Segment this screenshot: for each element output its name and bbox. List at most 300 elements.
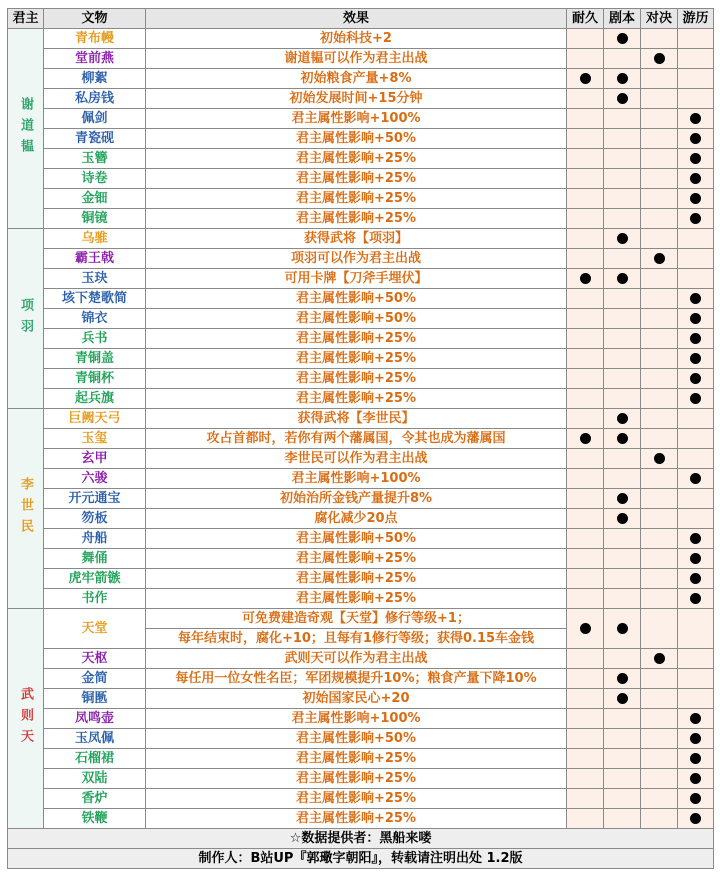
relic-effect: 君主属性影响+25% (146, 569, 567, 589)
mode-scenario-cell (604, 109, 641, 129)
mode-duel-cell (641, 489, 678, 509)
relic-row (8, 249, 714, 269)
relic-name: 堂前燕 (44, 49, 146, 69)
mode-duel-cell (641, 649, 678, 669)
available-dot-icon (690, 553, 701, 564)
mode-scenario-cell (604, 609, 641, 649)
relic-name: 书作 (44, 589, 146, 609)
relic-effect: 项羽可以作为君主出战 (146, 249, 567, 269)
mode-durability-cell (567, 769, 604, 789)
mode-durability-cell (567, 229, 604, 249)
relic-effect: 君主属性影响+25% (146, 789, 567, 809)
header-relic: 文物 (44, 9, 146, 29)
mode-travel-cell (678, 89, 714, 109)
mode-duel-cell (641, 469, 678, 489)
relic-name: 玉簪 (44, 149, 146, 169)
relic-effect: 可用卡牌【刀斧手埋伏】 (146, 269, 567, 289)
mode-scenario-cell (604, 229, 641, 249)
mode-durability-cell (567, 69, 604, 89)
mode-travel-cell (678, 649, 714, 669)
mode-travel-cell (678, 229, 714, 249)
relic-name: 铜匦 (44, 689, 146, 709)
mode-duel-cell (641, 369, 678, 389)
relic-name: 天堂 (44, 609, 146, 649)
mode-duel-cell (641, 409, 678, 429)
mode-scenario-cell (604, 369, 641, 389)
mode-scenario-cell (604, 89, 641, 109)
mode-duel-cell (641, 549, 678, 569)
mode-duel-cell (641, 529, 678, 549)
mode-travel-cell (678, 549, 714, 569)
mode-scenario-cell (604, 669, 641, 689)
relic-row (8, 229, 714, 249)
mode-duel-cell (641, 729, 678, 749)
mode-durability-cell (567, 449, 604, 469)
relic-name: 玉玺 (44, 429, 146, 449)
mode-travel-cell (678, 409, 714, 429)
relic-row (8, 689, 714, 709)
available-dot-icon (617, 33, 628, 44)
available-dot-icon (690, 713, 701, 724)
mode-scenario-cell (604, 349, 641, 369)
mode-duel-cell (641, 109, 678, 129)
relic-effect: 君主属性影响+50% (146, 289, 567, 309)
relic-effect: 君主属性影响+25% (146, 169, 567, 189)
mode-scenario-cell (604, 29, 641, 49)
mode-scenario-cell (604, 429, 641, 449)
mode-duel-cell (641, 29, 678, 49)
mode-scenario-cell (604, 789, 641, 809)
relic-effect: 初始发展时间+15分钟 (146, 89, 567, 109)
available-dot-icon (617, 73, 628, 84)
mode-duel-cell (641, 389, 678, 409)
mode-duel-cell (641, 329, 678, 349)
relic-effect: 谢道韫可以作为君主出战 (146, 49, 567, 69)
mode-durability-cell (567, 409, 604, 429)
available-dot-icon (617, 693, 628, 704)
relic-table (7, 8, 714, 869)
available-dot-icon (690, 473, 701, 484)
ruler-name: 李世民 (8, 409, 44, 609)
relic-effect: 初始治所金钱产量提升8% (146, 489, 567, 509)
relic-name: 佩剑 (44, 109, 146, 129)
mode-travel-cell (678, 69, 714, 89)
relic-name: 青瓷砚 (44, 129, 146, 149)
available-dot-icon (617, 233, 628, 244)
available-dot-icon (690, 813, 701, 824)
relic-row (8, 89, 714, 109)
mode-duel-cell (641, 749, 678, 769)
available-dot-icon (580, 273, 591, 284)
mode-durability-cell (567, 789, 604, 809)
available-dot-icon (690, 293, 701, 304)
relic-row (8, 589, 714, 609)
relic-name: 金简 (44, 669, 146, 689)
mode-scenario-cell (604, 489, 641, 509)
mode-durability-cell (567, 689, 604, 709)
mode-duel-cell (641, 249, 678, 269)
relic-effect: 君主属性影响+100% (146, 709, 567, 729)
relic-row (8, 549, 714, 569)
mode-duel-cell (641, 89, 678, 109)
relic-row (8, 69, 714, 89)
relic-row (8, 189, 714, 209)
relic-row (8, 149, 714, 169)
relic-name: 开元通宝 (44, 489, 146, 509)
relic-effect: 获得武将【李世民】 (146, 409, 567, 429)
available-dot-icon (690, 213, 701, 224)
mode-duel-cell (641, 289, 678, 309)
mode-duel-cell (641, 609, 678, 649)
mode-durability-cell (567, 669, 604, 689)
mode-durability-cell (567, 289, 604, 309)
relic-name: 霸王戟 (44, 249, 146, 269)
data-provider-text: ☆数据提供者：黑船来喽 (8, 829, 714, 849)
mode-durability-cell (567, 169, 604, 189)
relic-name: 舟船 (44, 529, 146, 549)
available-dot-icon (654, 653, 665, 664)
available-dot-icon (690, 733, 701, 744)
mode-durability-cell (567, 709, 604, 729)
mode-duel-cell (641, 589, 678, 609)
relic-row (8, 789, 714, 809)
mode-scenario-cell (604, 129, 641, 149)
relic-effect: 初始科技+2 (146, 29, 567, 49)
relic-effect: 君主属性影响+25% (146, 749, 567, 769)
relic-row (8, 569, 714, 589)
relic-effect: 君主属性影响+100% (146, 109, 567, 129)
mode-travel-cell (678, 189, 714, 209)
available-dot-icon (580, 623, 591, 634)
mode-durability-cell (567, 749, 604, 769)
mode-durability-cell (567, 349, 604, 369)
available-dot-icon (690, 533, 701, 544)
footer-author-row (8, 849, 714, 869)
relic-row (8, 509, 714, 529)
mode-duel-cell (641, 569, 678, 589)
mode-travel-cell (678, 589, 714, 609)
relic-row (8, 309, 714, 329)
mode-travel-cell (678, 369, 714, 389)
available-dot-icon (690, 313, 701, 324)
relic-name: 青布幔 (44, 29, 146, 49)
available-dot-icon (690, 153, 701, 164)
mode-travel-cell (678, 149, 714, 169)
relic-row (8, 709, 714, 729)
available-dot-icon (690, 333, 701, 344)
relic-effect: 君主属性影响+25% (146, 549, 567, 569)
mode-scenario-cell (604, 149, 641, 169)
header-duel: 对决 (641, 9, 678, 29)
available-dot-icon (617, 673, 628, 684)
mode-travel-cell (678, 29, 714, 49)
relic-row (8, 729, 714, 749)
mode-travel-cell (678, 429, 714, 449)
mode-travel-cell (678, 669, 714, 689)
mode-durability-cell (567, 149, 604, 169)
mode-travel-cell (678, 709, 714, 729)
mode-scenario-cell (604, 709, 641, 729)
relic-row (8, 289, 714, 309)
mode-durability-cell (567, 389, 604, 409)
mode-scenario-cell (604, 469, 641, 489)
mode-travel-cell (678, 209, 714, 229)
mode-travel-cell (678, 689, 714, 709)
relic-effect: 君主属性影响+25% (146, 149, 567, 169)
mode-scenario-cell (604, 49, 641, 69)
header-durability: 耐久 (567, 9, 604, 29)
mode-duel-cell (641, 269, 678, 289)
mode-scenario-cell (604, 549, 641, 569)
available-dot-icon (617, 413, 628, 424)
header-scenario: 剧本 (604, 9, 641, 29)
mode-duel-cell (641, 669, 678, 689)
relic-row (8, 169, 714, 189)
mode-scenario-cell (604, 289, 641, 309)
relic-name: 锦衣 (44, 309, 146, 329)
relic-row (8, 749, 714, 769)
relic-effect: 君主属性影响+25% (146, 809, 567, 829)
mode-scenario-cell (604, 329, 641, 349)
mode-scenario-cell (604, 529, 641, 549)
relic-effect: 初始粮食产量+8% (146, 69, 567, 89)
relic-name: 玄甲 (44, 449, 146, 469)
mode-travel-cell (678, 349, 714, 369)
mode-travel-cell (678, 749, 714, 769)
mode-travel-cell (678, 469, 714, 489)
relic-effect: 君主属性影响+25% (146, 389, 567, 409)
mode-durability-cell (567, 549, 604, 569)
footer-provider-row (8, 829, 714, 849)
mode-scenario-cell (604, 509, 641, 529)
relic-row (8, 449, 714, 469)
mode-duel-cell (641, 709, 678, 729)
mode-duel-cell (641, 789, 678, 809)
relic-row (8, 29, 714, 49)
mode-durability-cell (567, 529, 604, 549)
mode-scenario-cell (604, 729, 641, 749)
mode-scenario-cell (604, 209, 641, 229)
relic-name: 笏板 (44, 509, 146, 529)
available-dot-icon (617, 273, 628, 284)
mode-scenario-cell (604, 69, 641, 89)
mode-scenario-cell (604, 569, 641, 589)
ruler-name: 项羽 (8, 229, 44, 409)
mode-durability-cell (567, 249, 604, 269)
relic-row (8, 529, 714, 549)
mode-scenario-cell (604, 169, 641, 189)
available-dot-icon (580, 433, 591, 444)
relic-effect: 君主属性影响+50% (146, 129, 567, 149)
relic-row (8, 429, 714, 449)
relic-effect: 李世民可以作为君主出战 (146, 449, 567, 469)
relic-row (8, 209, 714, 229)
mode-durability-cell (567, 589, 604, 609)
ruler-name: 武则天 (8, 609, 44, 829)
relic-row (8, 389, 714, 409)
relic-row (8, 809, 714, 829)
relic-effect: 攻占首都时，若你有两个藩属国，令其也成为藩属国 (146, 429, 567, 449)
relic-effect: 君主属性影响+50% (146, 729, 567, 749)
relic-effect: 君主属性影响+25% (146, 349, 567, 369)
available-dot-icon (690, 753, 701, 764)
mode-travel-cell (678, 129, 714, 149)
relic-effect: 君主属性影响+25% (146, 209, 567, 229)
relic-name: 青铜盖 (44, 349, 146, 369)
mode-durability-cell (567, 649, 604, 669)
available-dot-icon (690, 593, 701, 604)
relic-name: 青铜杯 (44, 369, 146, 389)
relic-row (8, 489, 714, 509)
available-dot-icon (654, 253, 665, 264)
mode-duel-cell (641, 309, 678, 329)
relic-row (8, 609, 714, 629)
relic-effect: 初始国家民心+20 (146, 689, 567, 709)
mode-durability-cell (567, 609, 604, 649)
relic-name: 玉凤佩 (44, 729, 146, 749)
mode-travel-cell (678, 389, 714, 409)
mode-duel-cell (641, 129, 678, 149)
mode-scenario-cell (604, 409, 641, 429)
mode-scenario-cell (604, 449, 641, 469)
relic-effect: 君主属性影响+25% (146, 189, 567, 209)
mode-scenario-cell (604, 389, 641, 409)
available-dot-icon (690, 773, 701, 784)
relic-name: 铜镜 (44, 209, 146, 229)
available-dot-icon (617, 433, 628, 444)
mode-durability-cell (567, 509, 604, 529)
relic-name: 凤鸣壶 (44, 709, 146, 729)
available-dot-icon (690, 353, 701, 364)
mode-scenario-cell (604, 269, 641, 289)
available-dot-icon (654, 453, 665, 464)
available-dot-icon (690, 193, 701, 204)
relic-name: 双陆 (44, 769, 146, 789)
mode-durability-cell (567, 489, 604, 509)
header-row (8, 9, 714, 29)
mode-travel-cell (678, 289, 714, 309)
mode-durability-cell (567, 89, 604, 109)
relic-name: 金钿 (44, 189, 146, 209)
relic-name: 铁鞭 (44, 809, 146, 829)
mode-duel-cell (641, 209, 678, 229)
relic-row (8, 409, 714, 429)
mode-durability-cell (567, 269, 604, 289)
available-dot-icon (690, 373, 701, 384)
mode-scenario-cell (604, 809, 641, 829)
mode-travel-cell (678, 169, 714, 189)
relic-effect: 君主属性影响+25% (146, 369, 567, 389)
relic-effect: 腐化减少20点 (146, 509, 567, 529)
relic-name: 石榴裙 (44, 749, 146, 769)
mode-durability-cell (567, 49, 604, 69)
mode-travel-cell (678, 329, 714, 349)
available-dot-icon (690, 173, 701, 184)
mode-duel-cell (641, 509, 678, 529)
mode-scenario-cell (604, 769, 641, 789)
relic-row (8, 669, 714, 689)
available-dot-icon (617, 513, 628, 524)
mode-scenario-cell (604, 249, 641, 269)
mode-travel-cell (678, 509, 714, 529)
mode-duel-cell (641, 809, 678, 829)
mode-travel-cell (678, 249, 714, 269)
mode-durability-cell (567, 29, 604, 49)
mode-durability-cell (567, 309, 604, 329)
mode-travel-cell (678, 49, 714, 69)
relic-name: 兵书 (44, 329, 146, 349)
mode-scenario-cell (604, 689, 641, 709)
mode-scenario-cell (604, 589, 641, 609)
mode-durability-cell (567, 109, 604, 129)
mode-duel-cell (641, 429, 678, 449)
relic-name: 垓下楚歌简 (44, 289, 146, 309)
available-dot-icon (617, 623, 628, 634)
relic-row (8, 769, 714, 789)
author-credit-text: 制作人：B站UP『郭璥字朝阳』，转载请注明出处 1.2版 (8, 849, 714, 869)
mode-durability-cell (567, 369, 604, 389)
available-dot-icon (654, 53, 665, 64)
relic-effect: 君主属性影响+25% (146, 329, 567, 349)
mode-duel-cell (641, 449, 678, 469)
relic-row (8, 369, 714, 389)
mode-durability-cell (567, 189, 604, 209)
relic-row (8, 49, 714, 69)
mode-durability-cell (567, 729, 604, 749)
header-effect: 效果 (146, 9, 567, 29)
available-dot-icon (617, 93, 628, 104)
mode-durability-cell (567, 809, 604, 829)
relic-effect: 可免费建造奇观【天堂】修行等级+1； (146, 609, 567, 629)
mode-scenario-cell (604, 189, 641, 209)
relic-row (8, 649, 714, 669)
mode-duel-cell (641, 229, 678, 249)
mode-durability-cell (567, 329, 604, 349)
relic-effect: 每任用一位女性名臣；军团规模提升10%；粮食产量下降10% (146, 669, 567, 689)
available-dot-icon (690, 133, 701, 144)
header-ruler: 君主 (8, 9, 44, 29)
mode-duel-cell (641, 69, 678, 89)
mode-travel-cell (678, 609, 714, 649)
mode-durability-cell (567, 129, 604, 149)
relic-name: 香炉 (44, 789, 146, 809)
mode-scenario-cell (604, 749, 641, 769)
relic-name: 舞俑 (44, 549, 146, 569)
mode-duel-cell (641, 689, 678, 709)
mode-travel-cell (678, 109, 714, 129)
relic-row (8, 109, 714, 129)
mode-travel-cell (678, 309, 714, 329)
available-dot-icon (690, 113, 701, 124)
relic-name: 柳絮 (44, 69, 146, 89)
mode-duel-cell (641, 149, 678, 169)
relic-name: 私房钱 (44, 89, 146, 109)
relic-name: 六骏 (44, 469, 146, 489)
relic-name: 乌骓 (44, 229, 146, 249)
mode-duel-cell (641, 189, 678, 209)
mode-durability-cell (567, 569, 604, 589)
mode-travel-cell (678, 729, 714, 749)
available-dot-icon (690, 573, 701, 584)
mode-travel-cell (678, 489, 714, 509)
mode-duel-cell (641, 169, 678, 189)
relic-effect-line2: 每年结束时，腐化+10；且每有1修行等级；获得0.15车金钱 (146, 629, 567, 649)
mode-duel-cell (641, 769, 678, 789)
relic-row (8, 129, 714, 149)
mode-durability-cell (567, 469, 604, 489)
ruler-name: 谢道韫 (8, 29, 44, 229)
mode-travel-cell (678, 269, 714, 289)
